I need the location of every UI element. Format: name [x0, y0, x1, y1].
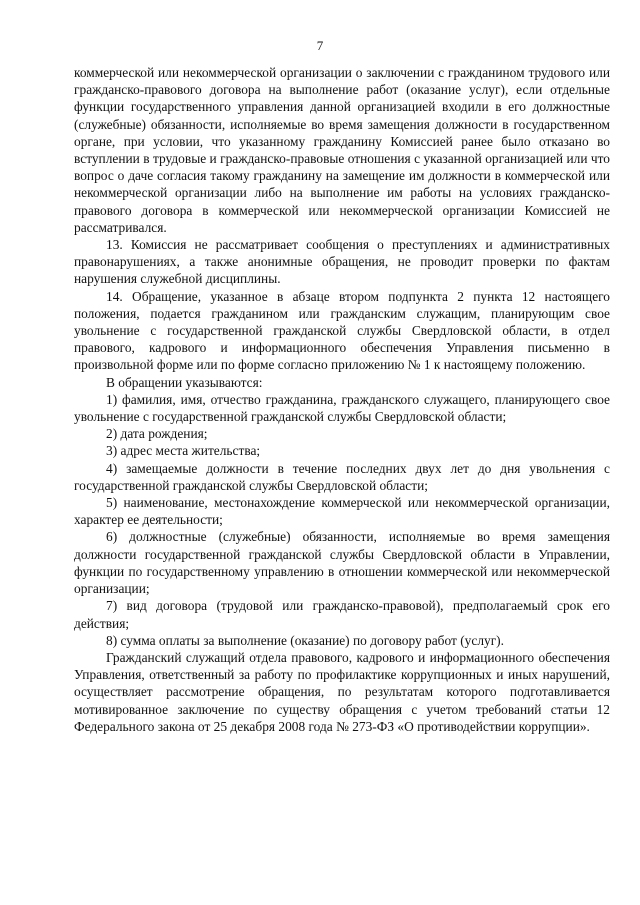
- list-item-5: 5) наименование, местонахождение коммерческой или некоммерческой организации, характер ее деятельности;: [74, 495, 610, 528]
- list-item-6: 6) должностные (служебные) обязанности, исполняемые во время замещения должности государственной гражданской службы Свердловской области в Управлении, функции по государственному управлению в отношении коммерческой или некоммерческой организации;: [74, 529, 610, 597]
- paragraph-review: Гражданский служащий отдела правового, кадрового и информационного обеспечения Управления, ответственный за работу по профилактике коррупционных и иных нарушений, осуществляет рассмотрение обращения, по результатам которого подготавливается мотивированное заключение по существу обращения с учетом требований статьи 12 Федерального закона от 25 декабря 2008 года № 273-ФЗ «О противодействии коррупции».: [74, 649, 610, 734]
- list-item-3: 3) адрес места жительства;: [106, 443, 261, 459]
- list-item-7: 7) вид договора (трудовой или гражданско-правовой), предполагаемый срок его действия;: [74, 598, 610, 631]
- list-item-8: 8) сумма оплаты за выполнение (оказание) по договору работ (услуг).: [106, 632, 504, 648]
- paragraph-item-13: 13. Комиссия не рассматривает сообщения о преступлениях и административных правонарушениях, а также анонимные обращения, не проводит проверки по фактам нарушения служебной дисциплины.: [74, 237, 610, 287]
- paragraph-list-intro: В обращении указываются:: [106, 374, 263, 390]
- page-number: 7: [316, 38, 324, 53]
- document-body: [74, 64, 610, 735]
- list-item-4: 4) замещаемые должности в течение последних двух лет до дня увольнения с государственной гражданской службы Свердловской области;: [74, 460, 610, 493]
- list-item-2: 2) дата рождения;: [106, 426, 208, 442]
- list-item-1: 1) фамилия, имя, отчество гражданина, гражданского служащего, планирующего свое увольнение с государственной гражданской службы Свердловской области;: [74, 391, 610, 425]
- paragraph-item-14: 14. Обращение, указанное в абзаце втором подпункта 2 пункта 12 настоящего положения, подается гражданином или гражданским служащим, планирующим свое увольнение с государственной гражданской службы Свердловской области, в отдел правового, кадрового и информационного обеспечения Управления письменно в произвольной форме или по форме согласно приложению № 1 к настоящему положению.: [74, 288, 610, 373]
- paragraph-continuation: коммерческой или некоммерческой организации о заключении с гражданином трудового или гражданско-правового договора на выполнение работ (оказание услуг), если отдельные функции государственного управления данной организацией входили в его должностные (служебные) обязанности, исполняемые во время замещения должности в государственном органе, при условии, что указанному гражданину Комиссией ранее было отказано во вступлении в трудовые и гражданско-правовые отношения с указанной организацией или что вопрос о даче согласия такому гражданину на замещение им должности в коммерческой или некоммерческой организации либо на выполнение им работы на условиях гражданско-правового договора в коммерческой или некоммерческой организации Комиссией не рассматривался.: [74, 65, 610, 235]
